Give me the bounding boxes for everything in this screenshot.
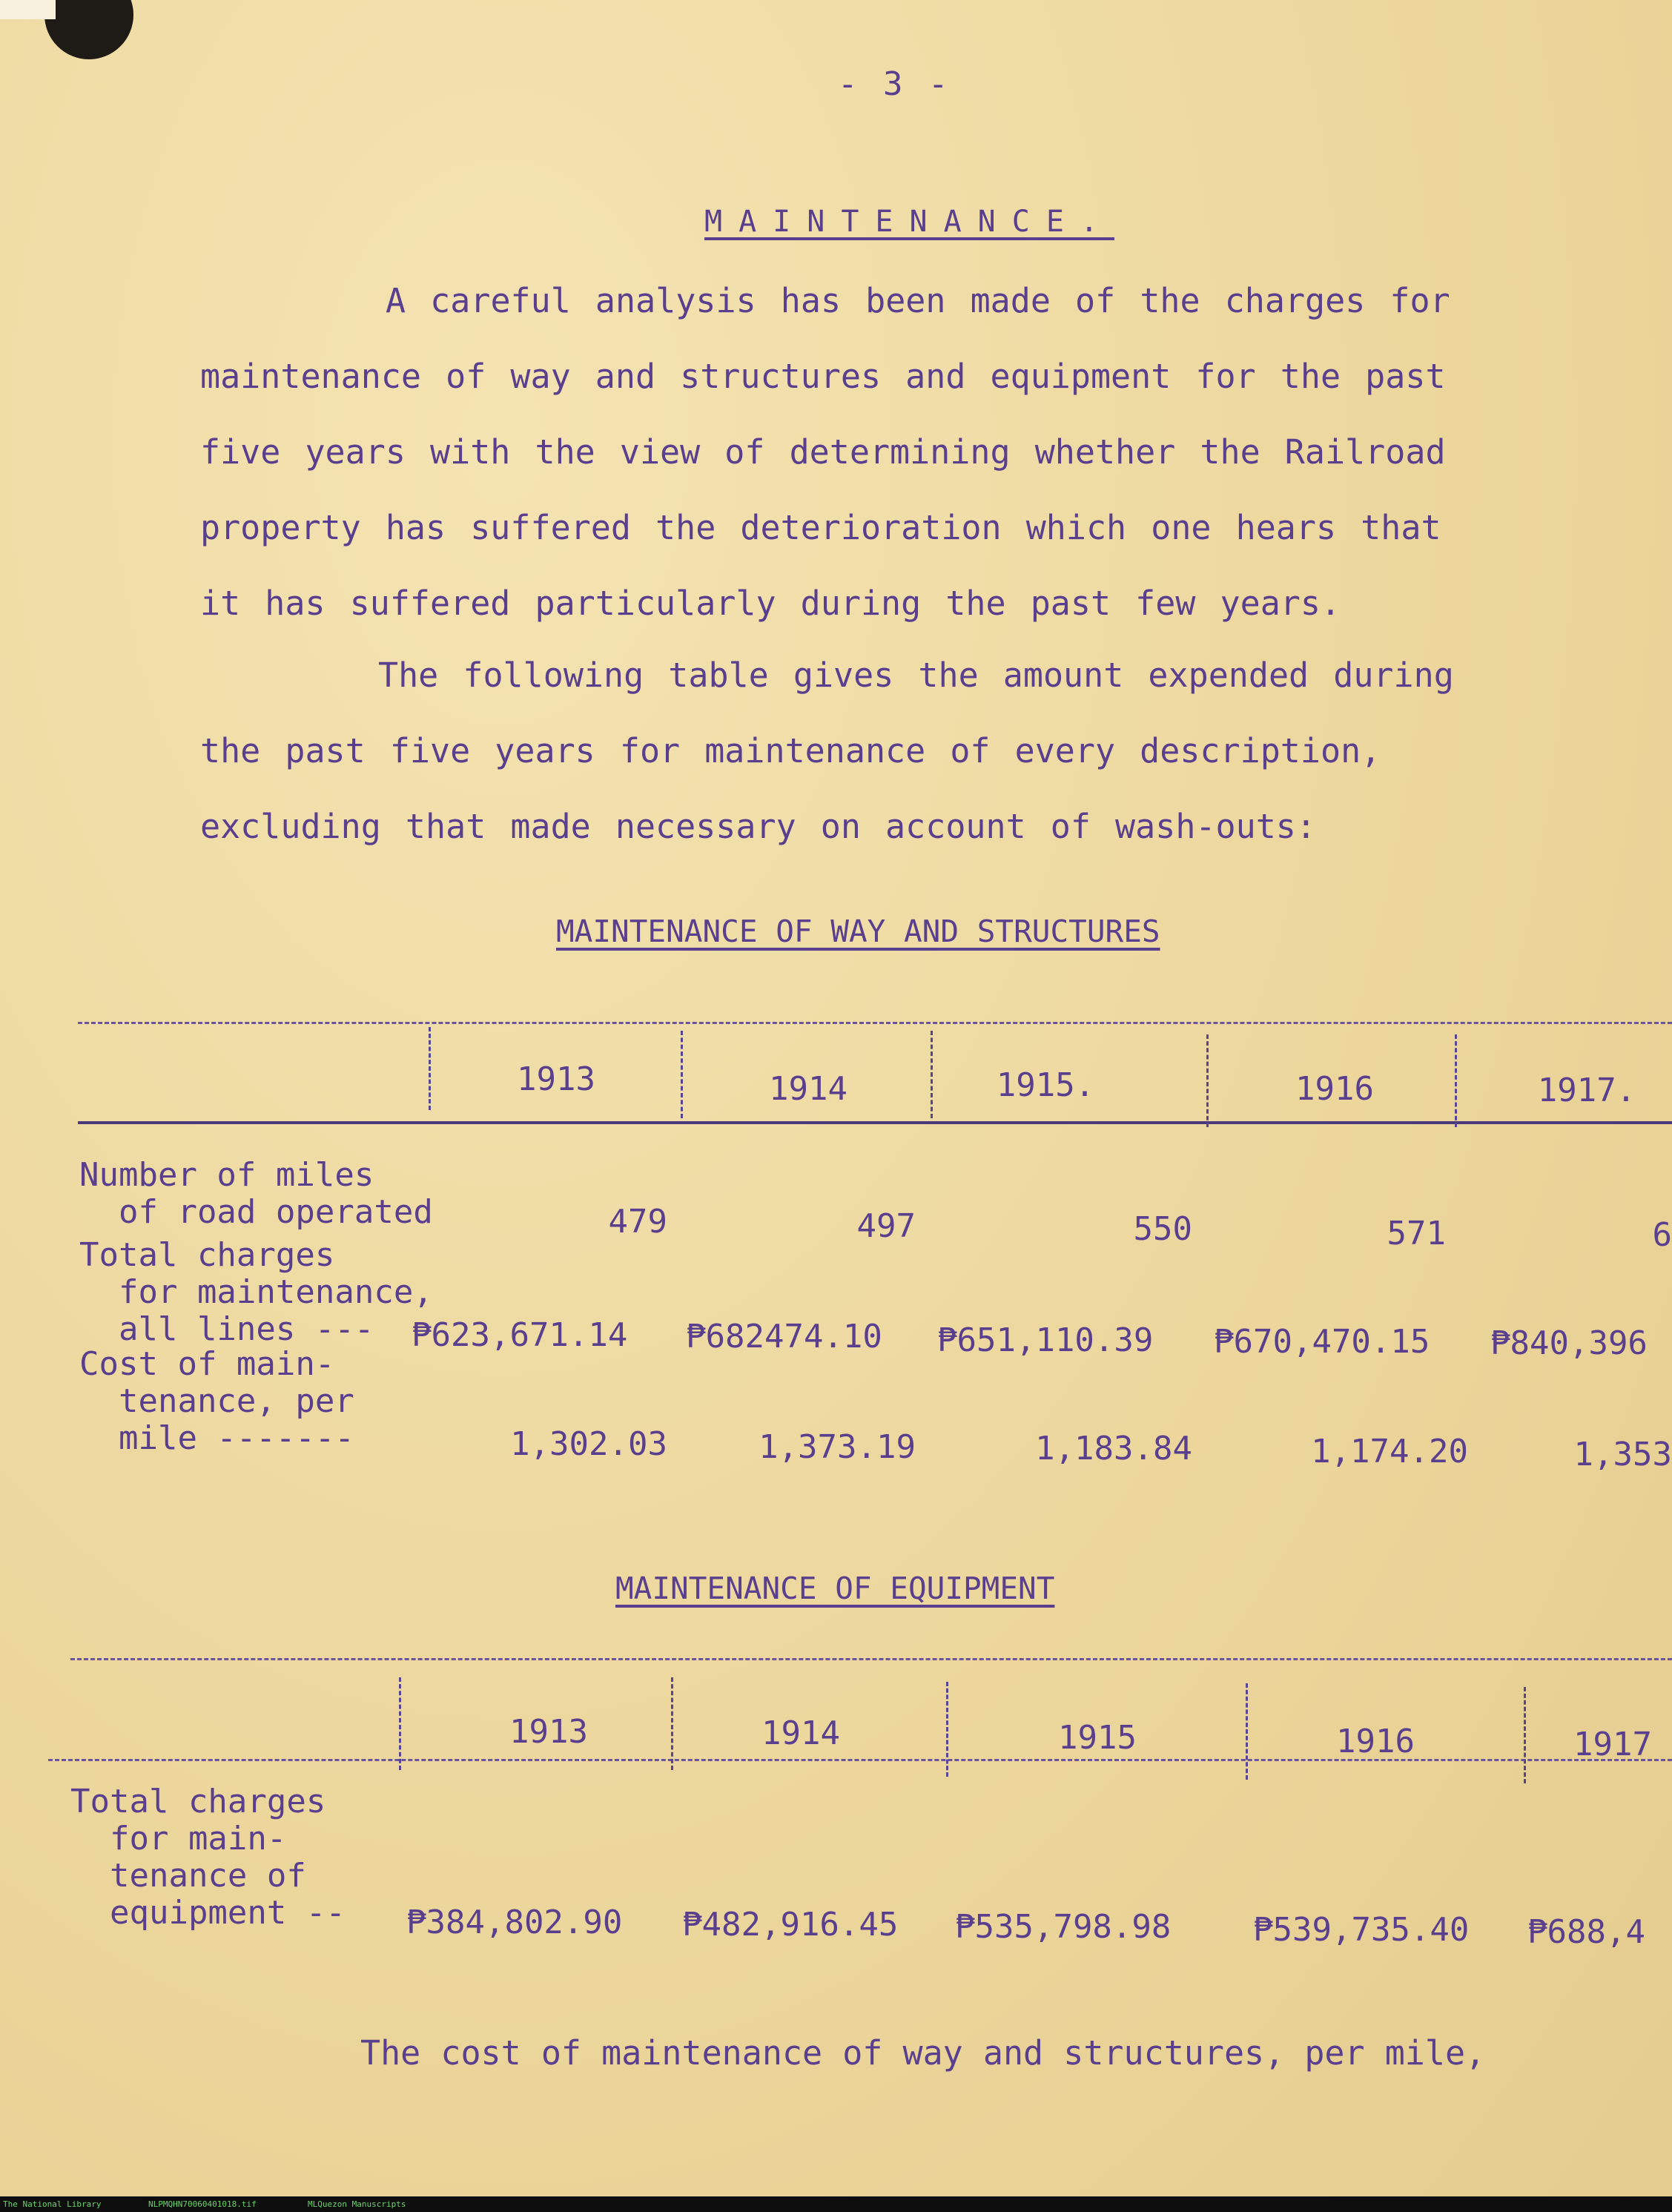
cell-miles-1917: 6 xyxy=(1652,1216,1672,1254)
year-header-1915: 1915 xyxy=(1058,1719,1137,1757)
cell-equipment-1915: ₱535,798.98 xyxy=(955,1908,1172,1946)
paragraph-line: maintenance of way and structures and equipment for the past xyxy=(200,357,1446,396)
column-separator xyxy=(399,1677,401,1770)
column-separator xyxy=(671,1677,673,1770)
row-label-miles: Number of miles of road operated xyxy=(79,1156,433,1231)
cell-cost-1915: 1,183.84 xyxy=(1035,1430,1192,1467)
row-label-equipment-charges: Total charges for main- tenance of equipment -- xyxy=(70,1783,346,1932)
year-header-1916: 1916 xyxy=(1295,1070,1374,1108)
paragraph-line: excluding that made necessary on account of wash-outs: xyxy=(200,807,1316,846)
punch-hole xyxy=(44,0,133,59)
torn-corner xyxy=(0,0,56,19)
column-separator xyxy=(1206,1034,1209,1127)
column-separator xyxy=(1524,1687,1526,1783)
year-header-1915: 1915. xyxy=(996,1066,1095,1104)
table-top-rule xyxy=(70,1658,1672,1660)
archive-footer xyxy=(0,2196,1672,2212)
table-title-way: MAINTENANCE OF WAY AND STRUCTURES xyxy=(556,914,1160,949)
cell-charges-1915: ₱651,110.39 xyxy=(937,1321,1154,1359)
cell-equipment-1917: ₱688,4 xyxy=(1527,1913,1645,1951)
footer-collection: MLQuezon Manuscripts xyxy=(308,2199,406,2209)
column-separator xyxy=(931,1031,933,1118)
cell-cost-1916: 1,174.20 xyxy=(1311,1433,1468,1470)
year-header-1916: 1916 xyxy=(1336,1723,1415,1760)
cell-charges-1917: ₱840,396 xyxy=(1490,1324,1648,1362)
footer-library: The National Library xyxy=(3,2199,102,2209)
row-label-total-charges: Total charges for maintenance, all lines --- xyxy=(79,1236,433,1348)
paragraph-line: five years with the view of determining whether the Railroad xyxy=(200,432,1446,472)
cell-miles-1914: 497 xyxy=(856,1207,916,1245)
cell-miles-1915: 550 xyxy=(1133,1210,1192,1248)
cell-charges-1914: ₱682474.10 xyxy=(686,1318,882,1356)
paragraph-line: it has suffered particularly during the past few years. xyxy=(200,584,1341,623)
column-separator xyxy=(1455,1034,1457,1127)
year-header-1913: 1913 xyxy=(509,1713,588,1751)
page-number: - 3 - xyxy=(838,65,951,103)
year-header-1914: 1914 xyxy=(769,1070,847,1108)
table-header-rule xyxy=(78,1121,1672,1124)
cell-equipment-1916: ₱539,735.40 xyxy=(1253,1911,1470,1949)
cell-cost-1917: 1,353 xyxy=(1573,1436,1672,1473)
paragraph-table-intro xyxy=(200,638,1587,865)
cell-cost-1914: 1,373.19 xyxy=(759,1428,916,1466)
paragraph-line: property has suffered the deterioration which one hears that xyxy=(200,508,1441,547)
section-title: MAINTENANCE. xyxy=(704,205,1114,239)
column-separator xyxy=(429,1027,431,1110)
column-separator xyxy=(1246,1683,1248,1780)
year-header-1914: 1914 xyxy=(761,1714,840,1752)
table-title-equipment: MAINTENANCE OF EQUIPMENT xyxy=(615,1571,1055,1606)
paragraph-line: the past five years for maintenance of every description, xyxy=(200,731,1381,770)
year-header-1917: 1917 xyxy=(1573,1726,1652,1763)
cell-equipment-1913: ₱384,802.90 xyxy=(406,1904,623,1941)
column-separator xyxy=(946,1682,948,1777)
table-top-rule xyxy=(78,1022,1672,1024)
cell-cost-1913: 1,302.03 xyxy=(510,1425,667,1463)
year-header-1917: 1917. xyxy=(1537,1072,1636,1109)
cell-equipment-1914: ₱482,916.45 xyxy=(682,1906,899,1944)
cell-miles-1913: 479 xyxy=(608,1203,667,1241)
column-separator xyxy=(681,1031,683,1118)
cell-miles-1916: 571 xyxy=(1387,1215,1446,1252)
paragraph-analysis xyxy=(200,263,1587,641)
footer-file: NLPMQHN70060401018.tif xyxy=(148,2199,257,2209)
paragraph-line: A careful analysis has been made of the charges for xyxy=(386,281,1450,320)
cell-charges-1913: ₱623,671.14 xyxy=(412,1316,628,1354)
year-header-1913: 1913 xyxy=(517,1060,595,1098)
row-label-cost-per-mile: Cost of main- tenance, per mile ------- xyxy=(79,1345,354,1457)
paragraph-line: The following table gives the amount expended during xyxy=(378,656,1454,695)
cell-charges-1916: ₱670,470.15 xyxy=(1214,1323,1430,1361)
closing-line: The cost of maintenance of way and structures, per mile, xyxy=(360,2033,1486,2073)
